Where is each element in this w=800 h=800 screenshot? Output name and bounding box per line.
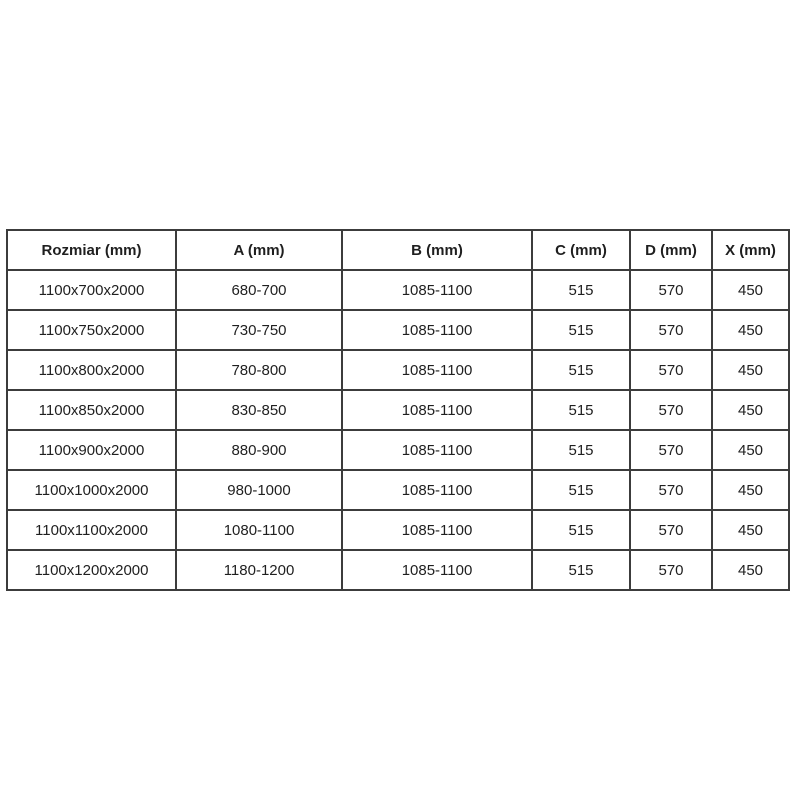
cell-a: 780-800: [176, 350, 342, 390]
cell-a: 880-900: [176, 430, 342, 470]
cell-a: 980-1000: [176, 470, 342, 510]
cell-b: 1085-1100: [342, 430, 532, 470]
cell-d: 570: [630, 470, 712, 510]
col-header-a: A (mm): [176, 230, 342, 270]
table-row: [7, 430, 789, 470]
table-row: [7, 470, 789, 510]
cell-a: 730-750: [176, 310, 342, 350]
cell-d: 570: [630, 430, 712, 470]
cell-x: 450: [712, 270, 789, 310]
cell-d: 570: [630, 550, 712, 590]
cell-size: 1100x1200x2000: [7, 550, 176, 590]
cell-c: 515: [532, 270, 630, 310]
cell-d: 570: [630, 270, 712, 310]
cell-d: 570: [630, 510, 712, 550]
cell-x: 450: [712, 430, 789, 470]
cell-c: 515: [532, 430, 630, 470]
cell-x: 450: [712, 550, 789, 590]
cell-c: 515: [532, 350, 630, 390]
table-row: [7, 390, 789, 430]
cell-d: 570: [630, 350, 712, 390]
cell-d: 570: [630, 310, 712, 350]
header-row: [7, 230, 789, 270]
cell-b: 1085-1100: [342, 510, 532, 550]
cell-size: 1100x900x2000: [7, 430, 176, 470]
cell-b: 1085-1100: [342, 470, 532, 510]
cell-size: 1100x750x2000: [7, 310, 176, 350]
col-header-b: B (mm): [342, 230, 532, 270]
cell-x: 450: [712, 390, 789, 430]
cell-c: 515: [532, 510, 630, 550]
cell-a: 680-700: [176, 270, 342, 310]
table-row: [7, 550, 789, 590]
col-header-c: C (mm): [532, 230, 630, 270]
table-row: [7, 510, 789, 550]
cell-b: 1085-1100: [342, 270, 532, 310]
cell-a: 1080-1100: [176, 510, 342, 550]
cell-x: 450: [712, 510, 789, 550]
cell-a: 830-850: [176, 390, 342, 430]
cell-x: 450: [712, 470, 789, 510]
cell-d: 570: [630, 390, 712, 430]
cell-b: 1085-1100: [342, 350, 532, 390]
cell-b: 1085-1100: [342, 550, 532, 590]
col-header-x: X (mm): [712, 230, 789, 270]
table-row: [7, 350, 789, 390]
cell-size: 1100x1000x2000: [7, 470, 176, 510]
table-row: [7, 310, 789, 350]
cell-c: 515: [532, 470, 630, 510]
col-header-d: D (mm): [630, 230, 712, 270]
cell-size: 1100x800x2000: [7, 350, 176, 390]
dimensions-table: [6, 229, 790, 591]
cell-b: 1085-1100: [342, 310, 532, 350]
cell-x: 450: [712, 350, 789, 390]
cell-c: 515: [532, 310, 630, 350]
cell-size: 1100x700x2000: [7, 270, 176, 310]
cell-size: 1100x850x2000: [7, 390, 176, 430]
cell-c: 515: [532, 550, 630, 590]
table-row: [7, 270, 789, 310]
col-header-rozmiar: Rozmiar (mm): [7, 230, 176, 270]
cell-size: 1100x1100x2000: [7, 510, 176, 550]
cell-a: 1180-1200: [176, 550, 342, 590]
cell-c: 515: [532, 390, 630, 430]
cell-b: 1085-1100: [342, 390, 532, 430]
cell-x: 450: [712, 310, 789, 350]
